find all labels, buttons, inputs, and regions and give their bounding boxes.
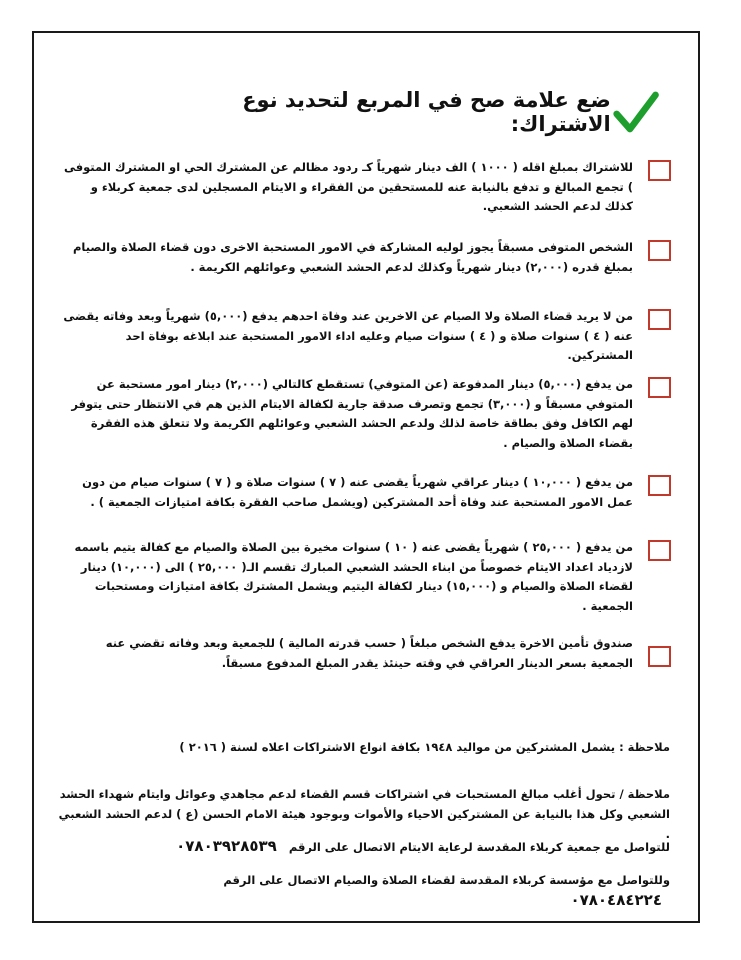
option-25000 [60,538,675,613]
option-10000 [60,473,675,517]
option-text: صندوق تأمين الاخرة يدفع الشخص مبلغاً ( حسب قدرته المالية ) للجمعية وبعد وفاته تقضي عنه الجمعية بسعر الدينار العراقي في وقته حينئذ يقدر المبلغ المدفوع مسبقاً. [105,636,633,670]
option-5000-deceased [60,375,675,450]
option-text: من يدفع ( ١٠,٠٠٠ ) دينار عراقي شهرياً يقضى عنه ( ٧ ) سنوات صلاة و ( ٧ ) سنوات صيام من دون عمل الامور المستحبة عند وفاة أحد المشتركين (ويشمل صاحب الفقرة بكافة امتيازات الجمعية ) . [82,475,633,509]
checkbox-1000[interactable] [648,160,671,181]
option-text: من يدفع (٥,٠٠٠) دينار المدفوعة (عن المتوفي) تستقطع كالتالي (٢,٠٠٠) دينار امور مستحبة عن المتوفي مسبقاً و (٣,٠٠٠) تجمع وتصرف صدقة جارية لكفالة الايتام الذين هم في الانتظار حتى يتوفر لهم الكافل وفق بطاقة خاصة لذلك ولدعم الحشد الشعبي وعوائلهم الكريمة ولا تتعلق هذه الفقرة بقضاء الصلاة والصيام . [71,377,633,450]
option-1000 [60,158,675,216]
checkbox-10000[interactable] [648,475,671,496]
heading-text: ضع علامة صح في المربع لتحديد نوع الاشتراك: [242,88,611,136]
contact-orphans [150,836,670,857]
checkbox-25000[interactable] [648,540,671,561]
option-text: من لا يريد قضاء الصلاة ولا الصيام عن الاخرين عند وفاة احدهم يدفع (٥,٠٠٠) شهرياً وبعد وفاته يقضى عنه ( ٤ ) سنوات صلاة و ( ٤ ) سنوات صيام وعليه اداء الامور المستحبة عند ابلاغه بوفاة احد المشتركين. [63,309,633,362]
contact-label: وللتواصل مع مؤسسة كربلاء المقدسة لقضاء الصلاة والصيام الاتصال على الرقم [223,873,670,887]
note-eligibility: ملاحظة : يشمل المشتركين من مواليد ١٩٤٨ بكافة انواع الاشتراكات اعلاه لسنة ( ٢٠١٦ ) [179,740,670,754]
option-text: للاشتراك بمبلغ اقله ( ١٠٠٠ ) الف دينار شهرياً كـ ردود مظالم عن المشترك الحي او المشترك المتوفى ) تجمع المبالغ و تدفع بالنيابة عنه للمستحقين من الفقراء و الايتام المسجلين لدى جمعية كربلاء و كذلك لدعم الحشد الشعبي. [63,160,633,213]
contact-label: للتواصل مع جمعية كربلاء المقدسة لرعاية الايتام الاتصال على الرقم [288,840,670,854]
note-funds: ملاحظة / تحول أغلب مبالغ المستحبات في اشتراكات قسم القضاء لدعم مجاهدي وعوائل وايتام شهداء الحشد الشعبي وكل هذا بالنيابة عن المشتركين الاحياء والأموات وبوجود هيئة الامام الحسن (ع ) لدعم الحشد الشعبي . [58,787,670,841]
option-2000 [60,238,675,282]
checkmark-icon [611,86,660,138]
checkbox-5000-deceased[interactable] [648,377,671,398]
form-heading [150,82,660,142]
checkbox-afterlife-fund[interactable] [648,646,671,667]
contact-prayer [150,870,670,911]
option-text: من يدفع ( ٢٥,٠٠٠ ) شهرياً يقضى عنه ( ١٠ ) سنوات مخيرة بين الصلاة والصيام مع كفالة يتيم باسمه لازدياد اعداد الايتام خصوصاً من ابناء الحشد الشعبي المبارك تقسم الـ( ٢٥,٠٠٠ ) الى (١٠,٠٠٠) دينار لقضاء الصلاة والصيام و (١٥,٠٠٠) دينار لكفالة اليتيم ويشمل المشترك بكافة امتيازات ومستحبات الجمعية . [74,540,633,613]
phone-number[interactable]: ٠٧٨٠٣٩٢٨٥٣٩ [176,837,277,855]
option-text: الشخص المتوفى مسبقاً يجوز لوليه المشاركة في الامور المستحبة الاخرى دون قضاء الصلاة والصيام بمبلغ قدره (٢,٠٠٠) دينار شهرياً وكذلك لدعم الحشد الشعبي وعوائلهم الكريمة . [72,240,633,274]
option-afterlife-fund [60,634,675,684]
checkbox-2000[interactable] [648,240,671,261]
checkbox-5000[interactable] [648,309,671,330]
option-5000 [60,307,675,362]
phone-number[interactable]: ٠٧٨٠٤٨٤٢٢٤ [570,891,662,909]
